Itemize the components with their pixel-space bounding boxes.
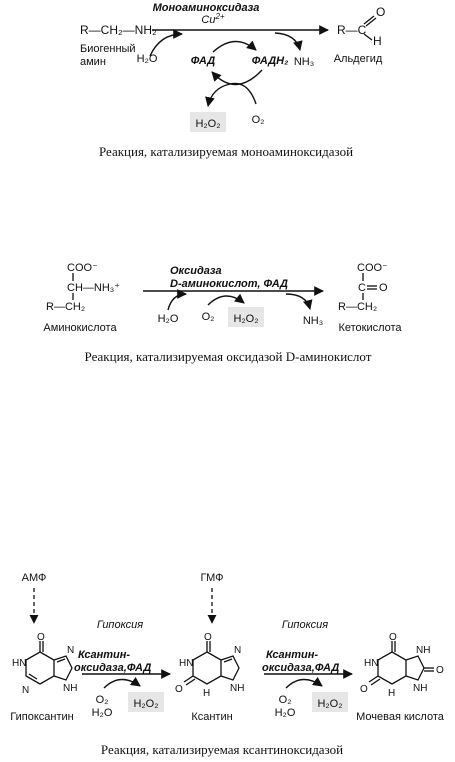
oxygen-to-peroxide-arrow [208, 83, 256, 106]
svg-text:HN: HN [12, 658, 27, 669]
svg-text:O: O [389, 632, 397, 643]
product-name: Кетокислота [338, 322, 402, 334]
amp-label: АМФ [21, 572, 47, 584]
hypoxia-label-1: Гипоксия [96, 619, 144, 631]
svg-text:COO⁻: COO⁻ [67, 262, 98, 274]
svg-text:H: H [373, 34, 382, 48]
svg-text:C: C [358, 282, 366, 294]
svg-text:R—CH₂: R—CH₂ [338, 301, 378, 313]
substrate-name: Аминокислота [43, 322, 117, 334]
substrate-name-line1: Биогенный [80, 43, 136, 55]
substrate-name-line2: амин [80, 56, 106, 68]
fadh2-to-fad-arrow [212, 70, 262, 85]
svg-text:O: O [360, 684, 368, 695]
side-arrow-1 [104, 679, 140, 688]
oxygen-label: O₂ [201, 311, 215, 323]
svg-text:O: O [436, 665, 444, 676]
peroxide-label-1: H₂O₂ [133, 698, 159, 710]
enzyme-1-line2: оксидаза,ФАД [74, 662, 152, 674]
oxygen-label-2: O₂ [278, 694, 292, 706]
svg-text:O: O [204, 632, 212, 643]
enzyme-label-line1: Оксидаза [170, 265, 222, 277]
svg-text:NH: NH [63, 683, 78, 694]
svg-text:O: O [37, 632, 45, 643]
hypoxanthine-structure [12, 632, 77, 696]
compound-uric-acid: Мочевая кислота [356, 711, 444, 723]
peroxide-label: H₂O₂ [195, 118, 221, 130]
svg-text:N: N [67, 645, 75, 656]
svg-text:H: H [388, 688, 396, 699]
product-name: Альдегид [333, 53, 383, 65]
svg-text:CH—NH₃⁺: CH—NH₃⁺ [67, 282, 121, 294]
svg-text:O: O [379, 282, 388, 294]
water-label-2: H₂O [274, 707, 296, 719]
svg-text:N: N [22, 685, 30, 696]
xanthine-structure [175, 632, 244, 699]
svg-text:R—CH₂: R—CH₂ [46, 301, 86, 313]
fadh2-label: ФАДН₂ [251, 55, 289, 67]
water-label: H₂O [136, 53, 158, 65]
water-in-arrow [168, 294, 186, 310]
svg-text:HN: HN [179, 658, 194, 669]
peroxide-label: H₂O₂ [233, 313, 259, 325]
ammonia-out-arrow [275, 33, 300, 50]
aminoacid-structure [46, 262, 120, 313]
enzyme-1-line1: Ксантин- [78, 649, 131, 661]
svg-text:NH: NH [413, 683, 428, 694]
svg-text:R—C: R—C [337, 23, 367, 37]
svg-text:N: N [234, 645, 242, 656]
oxygen-to-peroxide-arrow [208, 296, 244, 305]
water-label-1: H₂O [91, 707, 113, 719]
hypoxia-label-2: Гипоксия [281, 619, 329, 631]
ketoacid-structure [338, 262, 388, 313]
compound-xanthine: Ксантин [191, 711, 233, 723]
svg-text:O: O [376, 5, 386, 19]
ammonia-out-arrow [286, 294, 310, 309]
aldehyde-structure [337, 5, 385, 48]
svg-text:NH: NH [230, 683, 245, 694]
peroxide-label-2: H₂O₂ [317, 698, 343, 710]
substrate-formula: R—CH₂—NH₂ [80, 23, 157, 37]
fad-label: ФАД [190, 55, 216, 67]
caption-d-amino-acid-oxidase: Реакция, катализируемая оксидазой D-аминокислот [84, 349, 372, 364]
svg-text:COO⁻: COO⁻ [357, 262, 388, 274]
ammonia-label: NH₃ [293, 56, 315, 68]
svg-text:HN: HN [364, 658, 379, 669]
enzyme-2-line2: оксидаза,ФАД [262, 662, 340, 674]
compound-hypoxanthine: Гипоксантин [10, 711, 74, 723]
oxygen-label-1: O₂ [95, 694, 109, 706]
reaction-mao [80, 2, 385, 159]
cofactor-label: $Cu^{2+}$ [201, 12, 225, 26]
fad-to-fadh2-arrow [213, 41, 256, 52]
svg-text:O: O [175, 684, 183, 695]
uric-acid-structure [360, 632, 444, 699]
svg-text:H: H [203, 688, 211, 699]
enzyme-2-line1: Ксантин- [266, 649, 319, 661]
caption-mao: Реакция, катализируемая моноаминоксидазой [98, 144, 354, 159]
water-label: H₂O [157, 313, 179, 325]
enzyme-label-line2: D-аминокислот, ФАД [170, 278, 288, 290]
oxygen-label: O₂ [251, 114, 265, 126]
svg-text:NH: NH [416, 645, 431, 656]
side-arrow-2 [286, 679, 322, 688]
gmp-label: ГМФ [200, 572, 224, 584]
ammonia-label: NH₃ [302, 315, 324, 327]
reaction-xanthine-oxidase [10, 572, 444, 757]
reaction-d-amino-acid-oxidase [43, 262, 402, 364]
enzyme-label: Моноаминоксидаза [152, 2, 260, 14]
caption-xanthine-oxidase: Реакция, катализируемая ксантиноксидазой [100, 742, 344, 757]
